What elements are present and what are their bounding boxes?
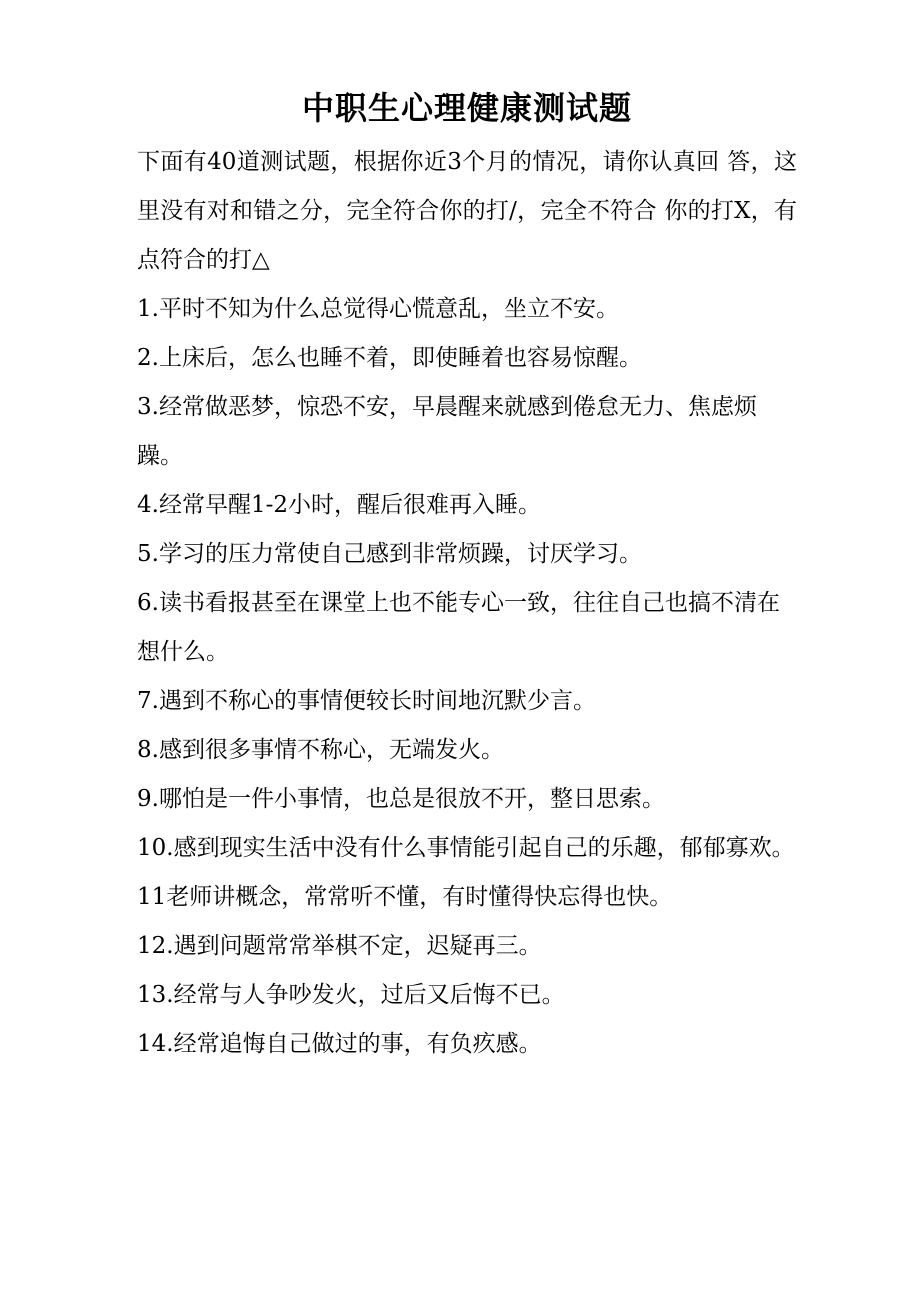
document-title: 中职生心理健康测试题 (301, 89, 632, 127)
question-item: 12.遇到问题常常举棋不定，迟疑再三。 (137, 933, 542, 959)
question-list (137, 285, 797, 1069)
question-item: 14.经常追悔自己做过的事，有负疚感。 (137, 1031, 542, 1057)
question-item: 2.上床后，怎么也睡不着，即使睡着也容易惊醒。 (137, 345, 642, 371)
question-item: 9.哪怕是一件小事情，也总是很放不开，整日思索。 (137, 786, 665, 812)
document-page (137, 82, 797, 1069)
question-item: 4.经常早醒1-2小时，醒后很难再入睡。 (137, 492, 541, 518)
question-item: 6.读书看报甚至在课堂上也不能专心一致，往往自己也搞不清在想什么。 (137, 590, 780, 665)
question-item: 11老师讲概念，常常听不懂，有时懂得快忘得也快。 (137, 884, 673, 910)
question-item: 5.学习的压力常使自己感到非常烦躁，讨厌学习。 (137, 541, 642, 567)
question-item: 8.感到很多事情不称心，无端发火。 (137, 737, 504, 763)
question-item: 3.经常做恶梦，惊恐不安，早晨醒来就感到倦怠无力、焦虑烦躁。 (137, 394, 757, 469)
question-item: 13.经常与人争吵发火，过后又后悔不已。 (137, 982, 565, 1008)
intro-paragraph: 下面有40道测试题，根据你近3个月的情况，请你认真回 答，这里没有对和错之分，完全符合你的打/，完全不符合 你的打X，有点符合的打△ (137, 149, 797, 273)
question-item: 10.感到现实生活中没有什么事情能引起自己的乐趣，郁郁寡欢。 (137, 835, 795, 861)
question-item: 1.平时不知为什么总觉得心慌意乱，坐立不安。 (137, 296, 619, 322)
question-item: 7.遇到不称心的事情便较长时间地沉默少言。 (137, 688, 596, 714)
